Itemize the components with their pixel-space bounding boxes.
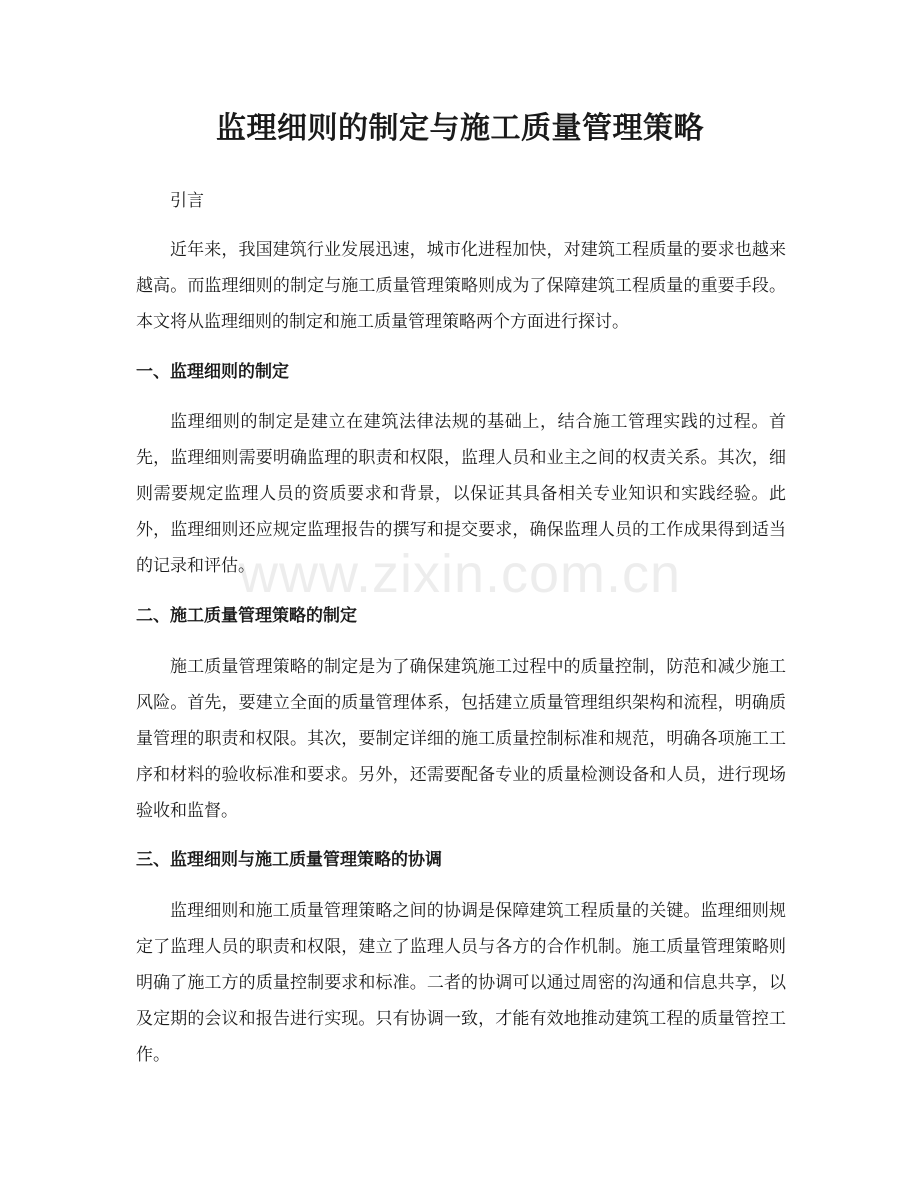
intro-label: 引言 bbox=[170, 191, 204, 211]
section-2-heading: 二、施工质量管理策略的制定 bbox=[136, 606, 357, 626]
section-3-body: 监理细则和施工质量管理策略之间的协调是保障建筑工程质量的关键。监理细则规定了监理人员的职责和权限，建立了监理人员与各方的合作机制。施工质量管理策略则明确了施工方的质量控制要求和标准。二者的协调可以通过周密的沟通和信息共享，以及定期的会议和报告进行实现。只有协调一致，才能有效地推动建筑工程的质量管控工作。 bbox=[136, 901, 786, 1065]
section-3-heading: 三、监理细则与施工质量管理策略的协调 bbox=[136, 850, 442, 870]
section-1-body: 监理细则的制定是建立在建筑法律法规的基础上，结合施工管理实践的过程。首先，监理细则需要明确监理的职责和权限，监理人员和业主之间的权责关系。其次，细则需要规定监理人员的资质要求和背景，以保证其具备相关专业知识和实践经验。此外，监理细则还应规定监理报告的撰写和提交要求，确保监理人员的工作成果得到适当的记录和评估。 bbox=[136, 412, 786, 576]
section-1-heading: 一、监理细则的制定 bbox=[136, 362, 289, 382]
section-2-body: 施工质量管理策略的制定是为了确保建筑施工过程中的质量控制，防范和减少施工风险。首先，要建立全面的质量管理体系，包括建立质量管理组织架构和流程，明确质量管理的职责和权限。其次，要制定详细的施工质量控制标准和规范，明确各项施工工序和材料的验收标准和要求。另外，还需要配备专业的质量检测设备和人员，进行现场验收和监督。 bbox=[136, 657, 786, 821]
watermark: www.zixin.com.cn bbox=[238, 544, 682, 604]
intro-paragraph: 近年来，我国建筑行业发展迅速，城市化进程加快，对建筑工程质量的要求也越来越高。而监理细则的制定与施工质量管理策略则成为了保障建筑工程质量的重要手段。本文将从监理细则的制定和施工质量管理策略两个方面进行探讨。 bbox=[136, 240, 786, 332]
document-title: 监理细则的制定与施工质量管理策略 bbox=[216, 111, 704, 146]
